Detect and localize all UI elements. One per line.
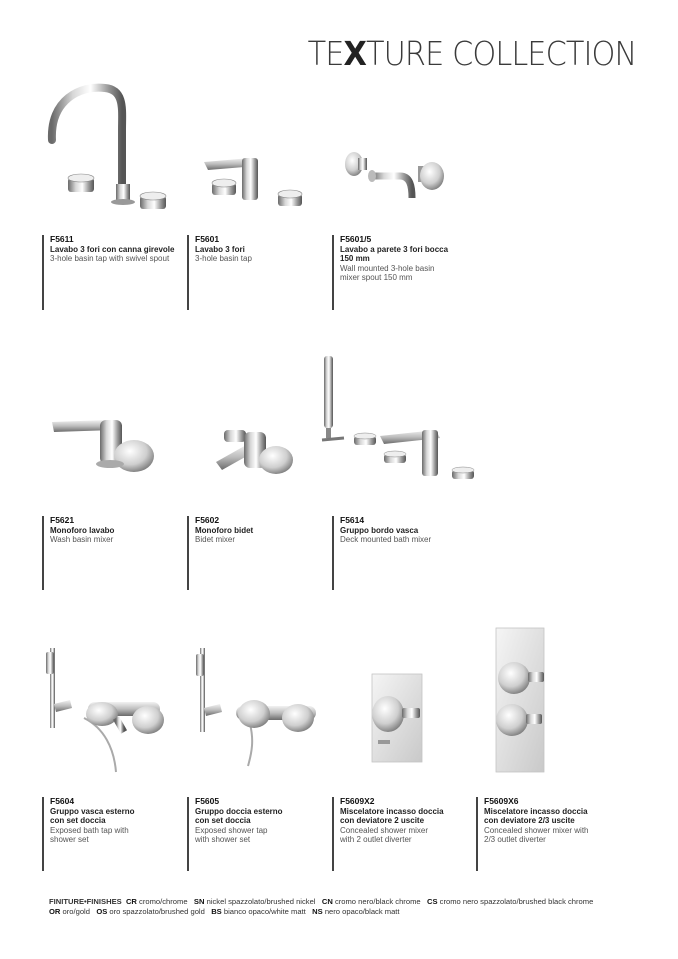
finish-name: oro spazzolato/brushed gold: [109, 907, 205, 916]
finish-name: nero opaco/black matt: [324, 907, 400, 916]
product-name-italian: Monoforo lavabo: [50, 525, 115, 535]
finish-name: bianco opaco/white matt: [223, 907, 306, 916]
finish-code: CR: [125, 897, 137, 906]
finish-code: OS: [96, 907, 108, 916]
finish-code: CS: [426, 897, 438, 906]
product-name-english: Wall mounted 3-hole basin mixer spout 150 mm: [340, 263, 435, 282]
product-image-f5614: [318, 352, 483, 487]
product-card-f5614: [332, 516, 470, 590]
product-image-f5609x6: [488, 626, 550, 776]
product-code: F5601: [195, 234, 220, 244]
product-name-english: Concealed shower mixer with 2/3 outlet diverter: [484, 825, 589, 844]
product-card-f5611: [42, 235, 180, 310]
product-code: F5609X6: [484, 796, 519, 806]
product-code: F5604: [50, 796, 75, 806]
product-image-f5604: [44, 648, 169, 778]
product-name-italian: Miscelatore incasso doccia con deviatore 2 uscite: [340, 806, 444, 825]
finishes-label: FINITURE•FINISHES: [49, 897, 122, 906]
finishes-legend: [49, 897, 659, 917]
product-image-f5611: [40, 80, 175, 215]
product-code: F5621: [50, 515, 75, 525]
product-card-f5621: [42, 516, 180, 590]
product-name-italian: Lavabo 3 fori: [195, 244, 245, 254]
finish-name: nickel spazzolato/brushed nickel: [206, 897, 316, 906]
product-code: F5602: [195, 515, 220, 525]
product-image-f5621: [48, 412, 158, 477]
finish-name: cromo nero/black chrome: [334, 897, 421, 906]
product-code: F5614: [340, 515, 365, 525]
product-name-italian: Lavabo a parete 3 fori bocca 150 mm: [340, 244, 449, 263]
product-code: F5609X2: [340, 796, 375, 806]
product-card-f5604: [42, 797, 180, 871]
finish-name: cromo nero spazzolato/brushed black chrome: [439, 897, 594, 906]
finishes-line-2: [49, 907, 659, 917]
product-image-f5601: [196, 150, 316, 215]
product-name-italian: Lavabo 3 fori con canna girevole: [50, 244, 175, 254]
product-name-english: Wash basin mixer: [50, 535, 114, 544]
product-name-italian: Gruppo bordo vasca: [340, 525, 419, 535]
product-card-f5601-5: [332, 235, 450, 310]
product-name-english: 3-hole basin tap: [195, 254, 252, 263]
product-name-italian: Monoforo bidet: [195, 525, 254, 535]
finish-code: BS: [211, 907, 222, 916]
finish-name: oro/gold: [62, 907, 90, 916]
page-title: TEXTURE COLLECTION: [307, 34, 636, 73]
finishes-line-1: [49, 897, 659, 907]
product-card-f5601: [187, 235, 325, 310]
product-card-f5609x6: [476, 797, 614, 871]
product-card-f5602: [187, 516, 325, 590]
product-name-italian: Gruppo vasca esterno con set doccia: [50, 806, 135, 825]
product-image-f5601-5: [340, 148, 450, 208]
product-image-f5605: [192, 648, 322, 768]
product-card-f5609x2: [332, 797, 470, 871]
product-name-english: Deck mounted bath mixer: [340, 535, 432, 544]
finish-name: cromo/chrome: [139, 897, 188, 906]
product-name-english: 3-hole basin tap with swivel spout: [50, 254, 170, 263]
product-card-f5605: [187, 797, 325, 871]
product-code: F5611: [50, 234, 74, 244]
product-name-english: Exposed shower tap with shower set: [195, 825, 268, 844]
product-image-f5609x2: [366, 672, 430, 764]
product-name-english: Bidet mixer: [195, 535, 236, 544]
product-name-italian: Gruppo doccia esterno con set doccia: [195, 806, 283, 825]
product-code: F5605: [195, 796, 220, 806]
finish-code: NS: [312, 907, 323, 916]
finish-code: OR: [49, 907, 61, 916]
product-image-f5602: [208, 422, 298, 477]
product-code: F5601/5: [340, 234, 372, 244]
product-name-italian: Miscelatore incasso doccia con deviatore 2/3 uscite: [484, 806, 588, 825]
finish-code: SN: [193, 897, 205, 906]
finish-code: CN: [321, 897, 333, 906]
product-name-english: Exposed bath tap with shower set: [50, 825, 129, 844]
product-name-english: Concealed shower mixer with 2 outlet diverter: [340, 825, 429, 844]
